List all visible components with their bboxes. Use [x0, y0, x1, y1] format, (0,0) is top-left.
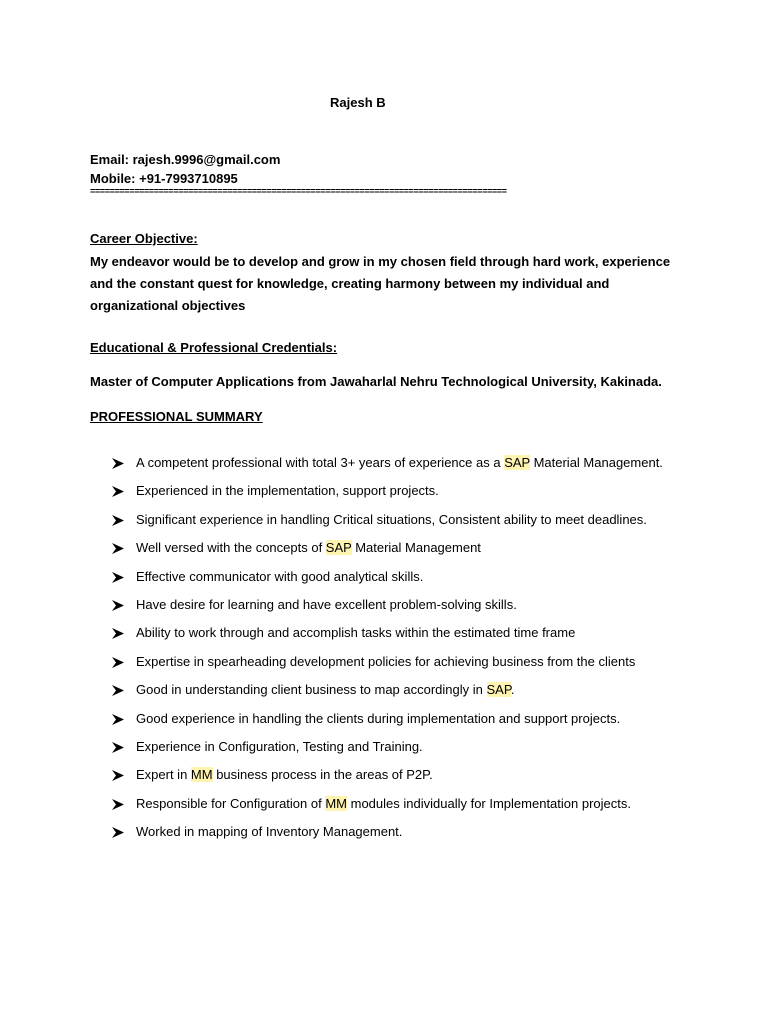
summary-item	[112, 733, 692, 761]
summary-text: modules individually for Implementation projects.	[347, 795, 631, 811]
candidate-name: Rajesh B	[330, 95, 386, 110]
summary-item	[112, 790, 692, 818]
arrow-bullet-icon	[112, 657, 124, 668]
arrow-bullet-icon	[112, 572, 124, 583]
summary-text: Experienced in the implementation, support projects.	[136, 483, 439, 499]
summary-text: Good experience in handling the clients during implementation and support projects.	[136, 710, 621, 726]
summary-item	[112, 534, 692, 562]
career-objective-heading: Career Objective:	[90, 231, 198, 246]
arrow-bullet-icon	[112, 685, 124, 696]
professional-summary-heading: PROFESSIONAL SUMMARY	[90, 409, 263, 424]
summary-text: business process in the areas of P2P.	[212, 767, 433, 783]
highlighted-keyword: SAP	[504, 455, 530, 470]
summary-text: Good in understanding client business to map accordingly in	[136, 682, 487, 698]
summary-text: Expert in	[136, 767, 191, 783]
summary-item	[112, 676, 692, 704]
highlighted-keyword: MM	[190, 767, 213, 783]
summary-text: Material Management	[351, 540, 481, 556]
arrow-bullet-icon	[112, 600, 124, 611]
contact-block	[90, 150, 280, 188]
summary-text: A competent professional with total 3+ years of experience as a	[136, 455, 505, 470]
arrow-bullet-icon	[112, 543, 124, 554]
summary-text: Significant experience in handling Critical situations, Consistent ability to meet deadlines.	[136, 511, 647, 527]
separator-line: =====================================================================================	[90, 187, 507, 197]
arrow-bullet-icon	[112, 628, 124, 639]
summary-text: Material Management.	[529, 455, 663, 470]
summary-item	[112, 619, 692, 647]
arrow-bullet-icon	[112, 714, 124, 725]
arrow-bullet-icon	[112, 770, 124, 781]
summary-item	[112, 506, 692, 534]
summary-item	[112, 477, 692, 505]
summary-item	[112, 818, 692, 846]
summary-text: Experience in Configuration, Testing and Training.	[136, 739, 423, 755]
summary-text: Effective communicator with good analytical skills.	[136, 568, 424, 584]
career-objective-text: My endeavor would be to develop and grow in my chosen field through hard work, experience and the constant quest for knowledge, creating harmony between my individual and organizational objectives	[90, 254, 671, 313]
education-text: Master of Computer Applications from Jawaharlal Nehru Technological University, Kakinada.	[90, 374, 662, 389]
summary-text: Expertise in spearheading development policies for achieving business from the clients	[136, 653, 636, 669]
summary-item	[112, 563, 692, 591]
summary-text: Well versed with the concepts of	[136, 540, 326, 556]
summary-item	[112, 449, 692, 477]
summary-list	[112, 449, 692, 847]
summary-item	[112, 591, 692, 619]
highlighted-keyword: SAP	[325, 540, 352, 556]
summary-item	[112, 761, 692, 789]
arrow-bullet-icon	[112, 515, 124, 526]
arrow-bullet-icon	[112, 458, 124, 469]
arrow-bullet-icon	[112, 799, 124, 810]
arrow-bullet-icon	[112, 742, 124, 753]
mobile-line: Mobile: +91-7993710895	[90, 171, 238, 186]
summary-text: Responsible for Configuration of	[136, 795, 326, 811]
email-line: Email: rajesh.9996@gmail.com	[90, 152, 281, 167]
summary-text: .	[510, 682, 515, 698]
highlighted-keyword: MM	[325, 795, 348, 811]
summary-text: Worked in mapping of Inventory Management.	[136, 824, 403, 840]
summary-item	[112, 705, 692, 733]
highlighted-keyword: SAP	[486, 682, 511, 698]
education-heading: Educational & Professional Credentials:	[90, 340, 338, 355]
summary-item	[112, 648, 692, 676]
arrow-bullet-icon	[112, 827, 124, 838]
summary-text: Have desire for learning and have excellent problem-solving skills.	[136, 597, 517, 613]
summary-text: Ability to work through and accomplish tasks within the estimated time frame	[136, 625, 576, 641]
arrow-bullet-icon	[112, 486, 124, 497]
